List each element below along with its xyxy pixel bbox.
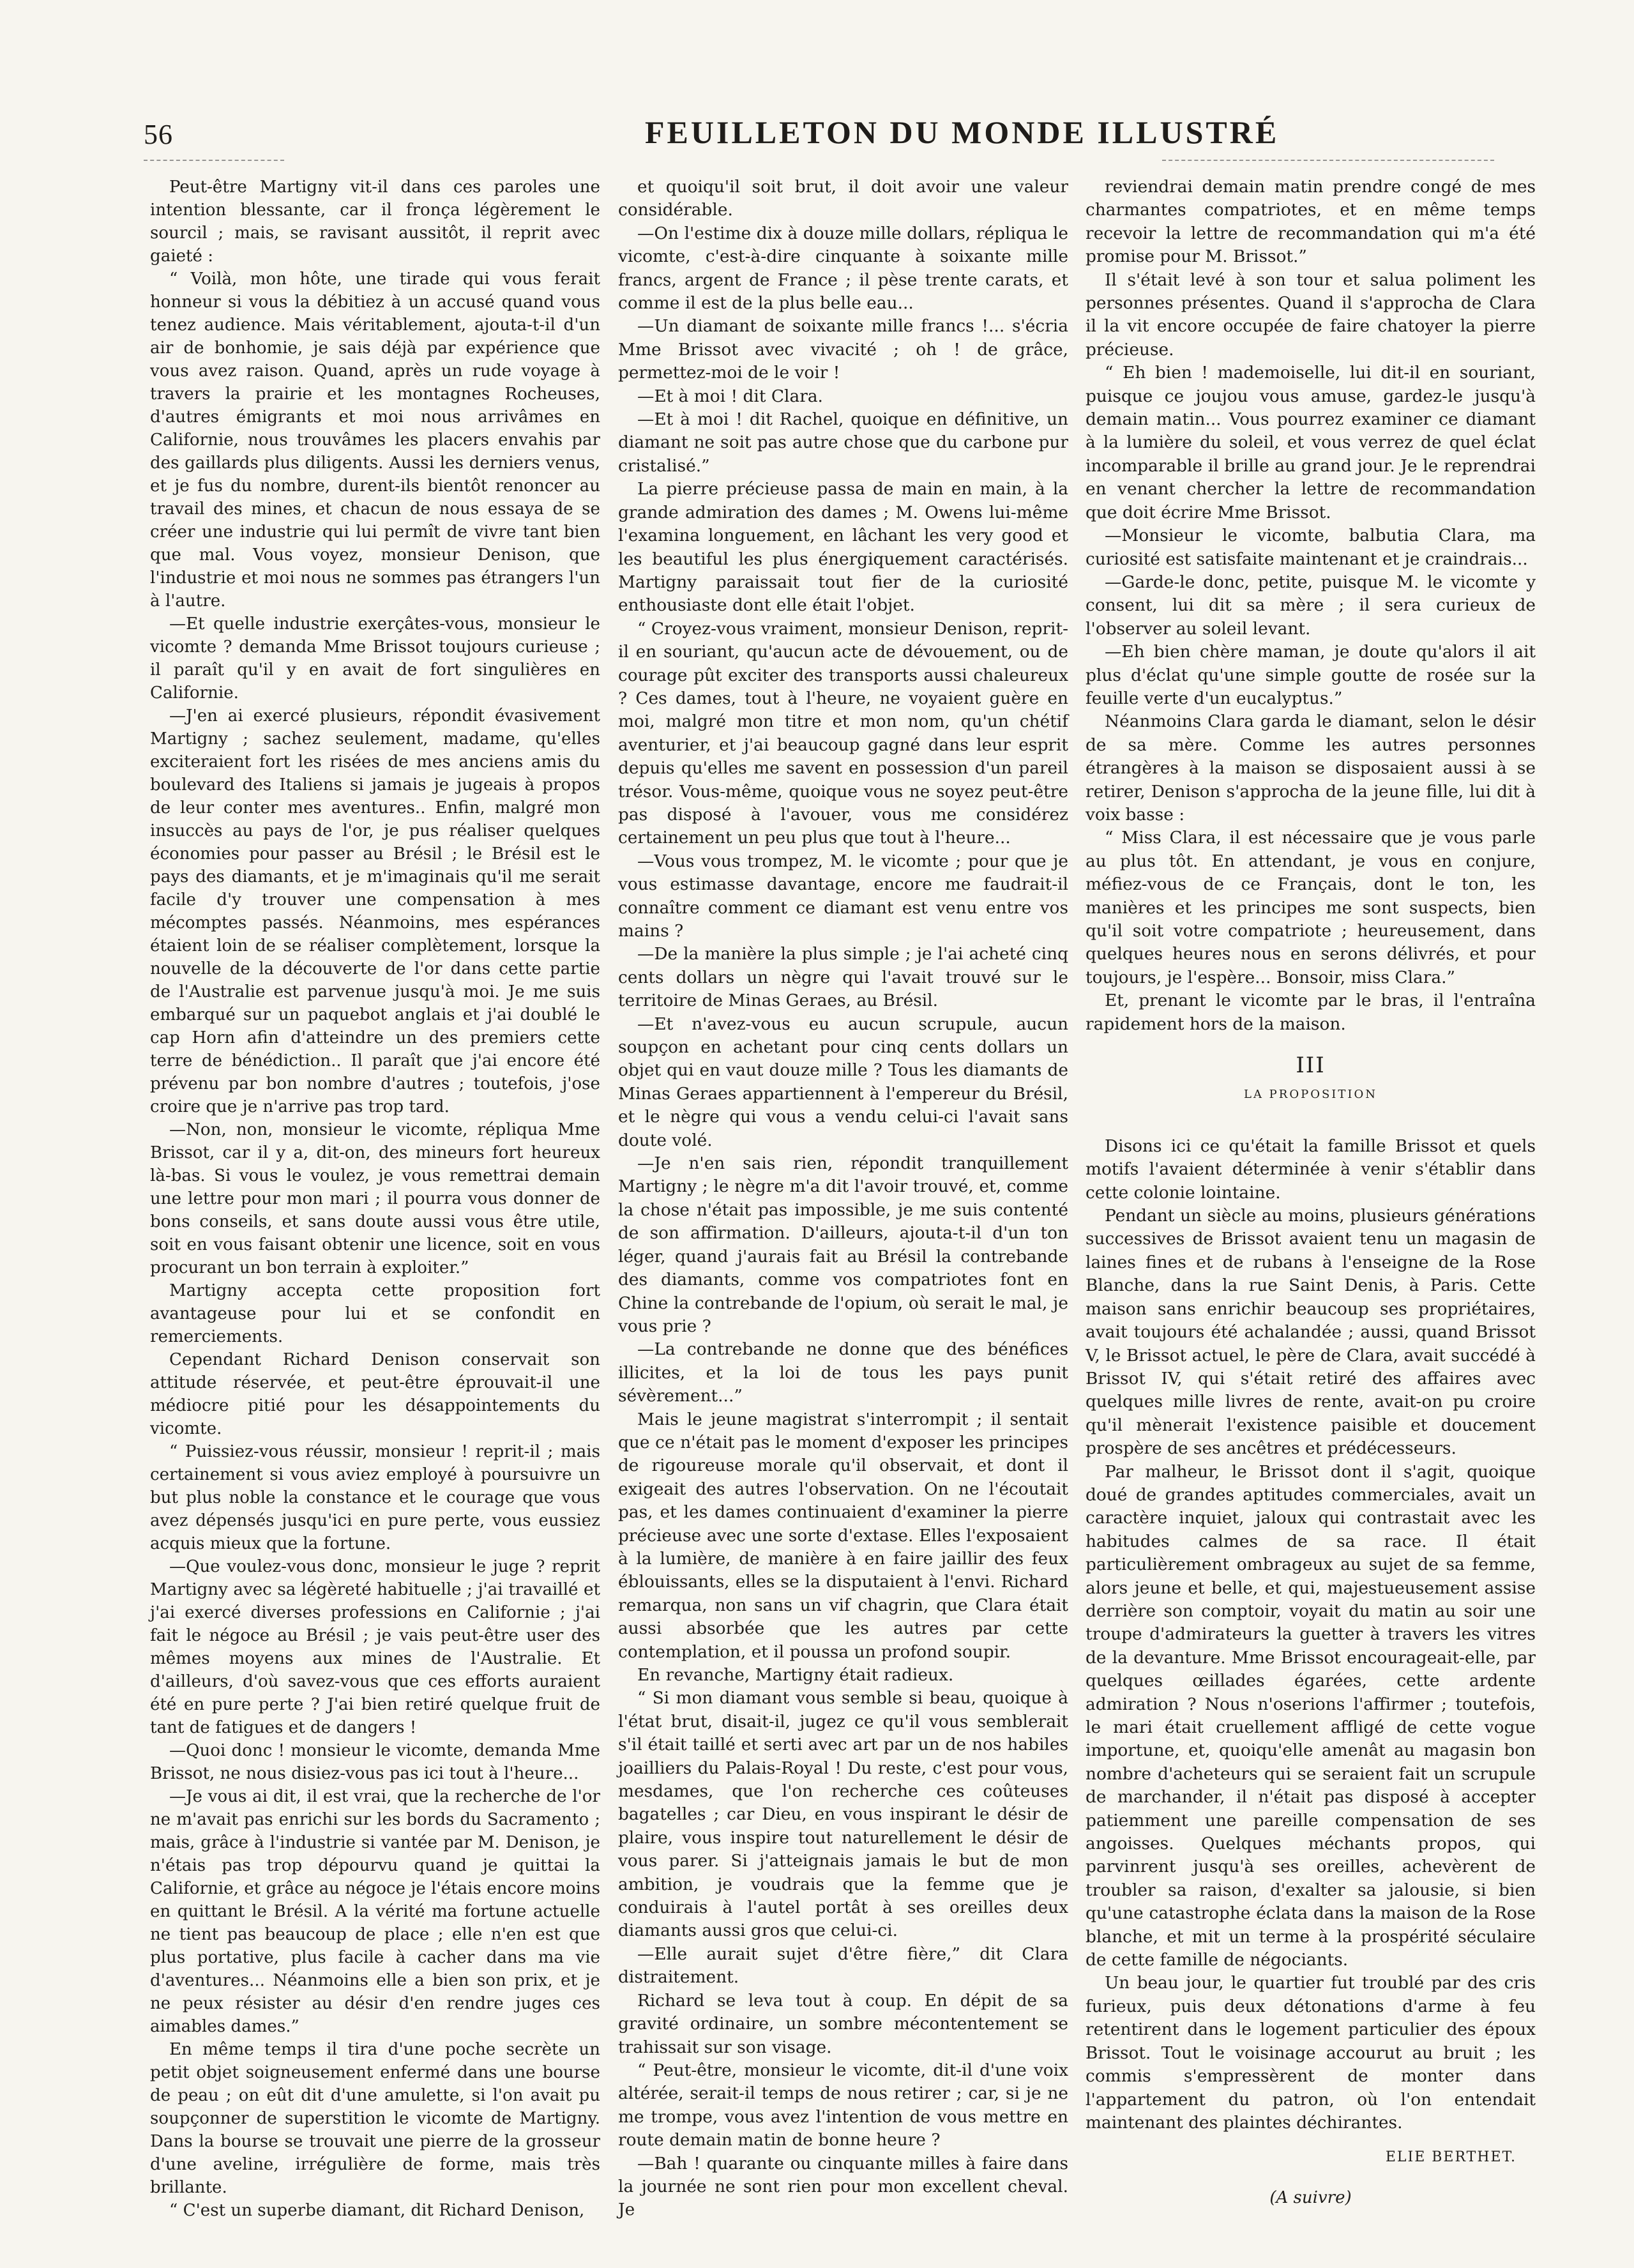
paragraph: “ Si mon diamant vous semble si beau, quoique à l'état brut, disait-il, jugez ce qu'il vous semblerait s'il était taillé et serti avec art par un de nos habiles joailliers du Palais-Royal ! Du reste, c'est pour vous, mesdames, que l'on recherche ces coûteuses bagatelles ; car Dieu, en vous inspirant le désir de plaire, vous inspire tout naturellement le désir de vous parer. Si j'atteignais jamais le but de mon ambition, je voudrais que la femme que je conduirais à l'autel portât à ses oreilles deux diamants aussi gros que celui-ci. — [618, 1688, 1068, 1941]
paragraph: Un beau jour, le quartier fut troublé par des cris furieux, puis deux détonations d'arme à feu retentirent dans le logement particulier des époux Brissot. Tout le voisinage accourut au bruit ; les commis s'empressèrent de monter dans l'appartement du patron, où l'on entendait maintenant des plaintes déchirantes. — [1086, 1973, 1536, 2133]
section-title: LA PROPOSITION — [1243, 1088, 1378, 1102]
running-title: FEUILLETON DU MONDE ILLUSTRÉ — [645, 114, 1280, 150]
paragraph: Mais le jeune magistrat s'interrompit ; il sentait que ce n'était pas le moment d'exposer les principes de rigoureuse morale qu'il observait, et dont il exigeait des autres l'observation. On ne l'écoutait pas, et les dames continuaient d'examiner la pierre précieuse avec une sorte d'extase. Elles l'exposaient à la lumière, de manière à en faire jaillir des feux éblouissants, elles se la disputaient à l'envi. Richard remarqua, non sans un vif chagrin, que Clara était aussi absorbée que les autres par cette contemplation, et il poussa un profond soupir. — [618, 1409, 1068, 1662]
paragraph: —Vous vous trompez, M. le vicomte ; pour que je vous estimasse davantage, encore me faudrait-il connaître comment ce diamant est venu entre vos mains ? — [618, 851, 1068, 941]
paragraph: —On l'estime dix à douze mille dollars, répliqua le vicomte, c'est-à-dire cinquante à soixante mille francs, argent de France ; il pèse trente carats, et comme il est de la plus belle eau... — [618, 223, 1068, 314]
paragraph: Cependant Richard Denison conservait son attitude réservée, et peut-être éprouvait-il une médiocre pitié pour les désappointements du vicomte. — [150, 1350, 600, 1438]
paragraph: —De la manière la plus simple ; je l'ai acheté cinq cents dollars un nègre qui l'avait trouvé sur le territoire de Minas Geraes, au Brésil. — [618, 944, 1068, 1011]
paragraph: Peut-être Martigny vit-il dans ces paroles une intention blessante, car il fronça légèrement le sourcil ; mais, se ravisant aussitôt, il reprit avec gaieté : — [150, 178, 600, 266]
page-number: 56 — [144, 119, 173, 150]
paragraph: En même temps il tira d'une poche secrète un petit objet soigneusement enfermé dans une bourse de peau ; on eût dit d'une amulette, si l'on avait pu soupçonner de superstition le vicomte de Martigny. Dans la bourse se trouvait une pierre de la grosseur d'une aveline, irrégulière de forme, mais très brillante. — [150, 2040, 600, 2197]
paragraph: —Je vous ai dit, il est vrai, que la recherche de l'or ne m'avait pas enrichi sur les bords du Sacramento ; mais, grâce à l'industrie si vantée par M. Denison, je n'étais pas trop dépourvu quand je quittai la Californie, et grâce au négoce je l'étais encore moins en quittant le Brésil. A la vérité ma fortune actuelle ne tient pas beaucoup de place ; elle n'en est que plus portative, plus facile à cacher dans ma vie d'aventures... Néanmoins elle a bien son prix, et je ne peux résister au désir d'en rendre juges ces aimables dames.” — [150, 1787, 600, 2036]
paragraph: Néanmoins Clara garda le diamant, selon le désir de sa mère. Comme les autres personnes étrangères à la maison se disposaient aussi à se retirer, Denison s'approcha de la jeune fille, lui dit à voix basse : — [1086, 712, 1536, 825]
paragraph: “ Puissiez-vous réussir, monsieur ! reprit-il ; mais certainement si vous aviez employé à poursuivre un but plus noble la constance et le courage que vous avez dépensés jusqu'ici en pure perte, vous eussiez acquis mieux que la fortune. — [150, 1442, 600, 1553]
paragraph: —Bah ! quarante ou cinquante milles à faire dans la journée ne sont rien pour mon excellent cheval. Je — [618, 2153, 1068, 2220]
header-rule-right — [1162, 160, 1494, 161]
paragraph: —Non, non, monsieur le vicomte, répliqua Mme Brissot, car il y a, dit-on, des mineurs fort heureux là-bas. Si vous le voulez, je vous remettrai demain une lettre pour mon mari ; il pourra vous donner de bons conseils, et sans doute aussi vous être utile, soit en vous faisant obtenir une licence, soit en vous procurant un bon terrain à exploiter.” — [150, 1120, 600, 1277]
column-3-text-bottom — [1086, 1135, 1536, 2135]
paragraph: —Je n'en sais rien, répondit tranquillement Martigny ; le nègre m'a dit l'avoir trouvé, et, comme la chose n'était pas impossible, je me suis contenté de son affirmation. D'ailleurs, ajouta-t-il d'un ton léger, quand j'aurais fait au Brésil la contrebande des diamants, comme vos compatriotes font en Chine la contrebande de l'opium, où serait le mal, je vous prie ? — [618, 1153, 1068, 1336]
paragraph: En revanche, Martigny était radieux. — [637, 1665, 954, 1685]
paragraph: “ Peut-être, monsieur le vicomte, dit-il d'une voix altérée, serait-il temps de nous retirer ; car, si je ne me trompe, vous avez l'intention de vous mettre en route demain matin de bonne heure ? — [618, 2060, 1068, 2150]
paragraph: —Elle aurait sujet d'être fière,” dit Clara distraitement. — [618, 1944, 1068, 1988]
paragraph: Pendant un siècle au moins, plusieurs générations successives de Brissot avaient tenu un magasin de laines fines et de rubans à l'enseigne de la Rose Blanche, dans la rue Saint Denis, à Paris. Cette maison sans enrichir beaucoup ses propriétaires, avait toujours été achalandée ; aussi, quand Brissot V, le Brissot actuel, le père de Clara, avait succédé à Brissot IV, qui s'était retiré des affaires avec quelques mille livres de rente, avait-on pu croire qu'il mènerait l'existence paisible et doucement prospère de ses ancêtres et prédécesseurs. — [1086, 1206, 1536, 1459]
paragraph: —Monsieur le vicomte, balbutia Clara, ma curiosité est satisfaite maintenant et je craindrais... — [1086, 526, 1536, 569]
paragraph: —Eh bien chère maman, je doute qu'alors il ait plus d'éclat qu'une simple goutte de rosée sur la feuille verte d'un eucalyptus.” — [1086, 642, 1536, 708]
paragraph: —Et à moi ! dit Rachel, quoique en définitive, un diamant ne soit pas autre chose que du carbone pur cristalisé.” — [618, 409, 1068, 476]
paragraph: “ Eh bien ! mademoiselle, lui dit-il en souriant, puisque ce joujou vous amuse, gardez-le jusqu'à demain matin... Vous pourrez examiner ce diamant à la lumière du soleil, et vous verrez de quel éclat incomparable il brille au grand jour. Je le reprendrai en venant chercher la lettre de recommandation que doit écrire Mme Brissot. — [1086, 363, 1536, 522]
paragraph: “ Miss Clara, il est nécessaire que je vous parle au plus tôt. En attendant, je vous en conjure, méfiez-vous de ce Français, dont le ton, les manières et les principes me sont suspects, bien qu'il soit votre compatriote ; heureusement, dans quelques heures nous en serons délivrés, et pour toujours, je l'espère... Bonsoir, miss Clara.” — [1086, 828, 1536, 987]
paragraph: Martigny accepta cette proposition fort avantageuse pour lui et se confondit en remerciements. — [150, 1281, 600, 1346]
paragraph: La pierre précieuse passa de main en main, à la grande admiration des dames ; M. Owens lui-même l'examina longuement, en lâchant les very good et les beautiful les plus énergiquement caractérisés. Martigny paraissait tout fier de la curiosité enthousiaste dont elle était l'objet. — [618, 479, 1068, 616]
section-numeral: III — [1296, 1053, 1326, 1079]
paragraph: Il s'était levé à son tour et salua poliment les personnes présentes. Quand il s'approcha de Clara il la vit encore occupée de faire chatoyer la pierre précieuse. — [1086, 270, 1536, 360]
header-rule-left — [144, 160, 284, 161]
paragraph: “ Croyez-vous vraiment, monsieur Denison, reprit-il en souriant, qu'aucun acte de dévouement, ou de courage pût exciter des transports aussi chaleureux ? Ces dames, tout à l'heure, ne voyaient guère en moi, malgré mon titre et mon nom, qu'un chétif aventurier, et j'ai beaucoup gagné dans leur esprit depuis qu'elles me savent en possession d'un pareil trésor. Vous-même, quoique vous ne soyez peut-être pas disposé à l'avouer, vous me considérez certainement un peu plus que tout à l'heure... — [618, 618, 1069, 848]
paragraph: Richard se leva tout à coup. En dépit de sa gravité ordinaire, un sombre mécontentement se trahissait sur son visage. — [618, 1990, 1068, 2057]
author-signature: ELIE BERTHET. — [1385, 2149, 1517, 2166]
paragraph: —La contrebande ne donne que des bénéfices illicites, et la loi de tous les pays punit sévèrement...” — [618, 1339, 1068, 1406]
paragraph: —Et n'avez-vous eu aucun scrupule, aucun soupçon en achetant pour cinq cents dollars un objet qui en vaut douze mille ? Tous les diamants de Minas Geraes appartiennent à l'empereur du Brésil, et le nègre qui vous a vendu celui-ci l'avait sans doute volé. — [618, 1014, 1068, 1150]
column-2 — [618, 176, 1068, 2222]
to-be-continued: (A suivre) — [1269, 2188, 1352, 2207]
paragraph: —Que voulez-vous donc, monsieur le juge ? reprit Martigny avec sa légèreté habituelle ; j'ai travaillé et j'ai exercé diverses professions en Californie ; j'ai fait le négoce au Brésil ; je vais peut-être user des mêmes moyens aux mines de l'Australie. Et d'ailleurs, d'où savez-vous que ces efforts auraient été en pure perte ? J'ai bien retiré quelque fruit de tant de fatigues et de dangers ! — [150, 1557, 600, 1737]
paragraph: —Garde-le donc, petite, puisque M. le vicomte y consent, lui dit sa mère ; il sera curieux de l'observer au soleil levant. — [1086, 572, 1536, 639]
paragraph: —Et à moi ! dit Clara. — [637, 386, 823, 406]
paragraph: et quoiqu'il soit brut, il doit avoir une valeur considérable. — [618, 177, 1068, 220]
column-1 — [150, 176, 600, 2222]
paragraph: —Quoi donc ! monsieur le vicomte, demanda Mme Brissot, ne nous disiez-vous pas ici tout à l'heure... — [150, 1741, 600, 1783]
paragraph: Et, prenant le vicomte par le bras, il l'entraîna rapidement hors de la maison. — [1086, 991, 1536, 1034]
paragraph: —Un diamant de soixante mille francs !... s'écria Mme Brissot avec vivacité ; oh ! de grâce, permettez-moi de le voir ! — [618, 316, 1068, 383]
paragraph: —J'en ai exercé plusieurs, répondit évasivement Martigny ; sachez seulement, madame, qu'elles exciteraient fort les risées de mes anciens amis du boulevard des Italiens si jamais je jugeais à propos de leur conter mes aventures.. Enfin, malgré mon insuccès au pays de l'or, je pus réaliser quelques économies pour passer au Brésil ; le Brésil est le pays des diamants, et je m'imaginais qu'il me serait facile d'y trouver une compensation à mes mécomptes passés. Néanmoins, mes espérances étaient loin de se réaliser complètement, lorsque la nouvelle de la découverte de l'or dans cette partie de l'Australie est parvenue jusqu'à moi. Je me suis embarqué sur un paquebot anglais et j'ai doublé le cap Horn afin d'atteindre un des premiers cette terre de bénédiction.. Il paraît que j'ai encore été prévenu par bon nombre d'autres ; toutefois, j'ose croire que je n'arrive pas trop tard. — [150, 706, 600, 1116]
column-3 — [1086, 176, 1536, 2209]
paragraph: Disons ici ce qu'était la famille Brissot et quels motifs l'avaient déterminée à venir s'établir dans cette colonie lointaine. — [1086, 1136, 1536, 1203]
paragraph: “ C'est un superbe diamant, dit Richard Denison, — [169, 2201, 585, 2220]
paragraph: reviendrai demain matin prendre congé de mes charmantes compatriotes, et en même temps recevoir la lettre de recommandation qui m'a été promise pour M. Brissot.” — [1086, 177, 1536, 267]
column-3-text-top — [1086, 176, 1536, 1036]
paragraph: “ Voilà, mon hôte, une tirade qui vous ferait honneur si vous la débitiez à un accusé quand vous tenez audience. Mais véritablement, ajouta-t-il d'un air de bonhomie, je sais déjà par expérience que vous avez raison. Quand, après un rude voyage à travers la prairie et les montagnes Rocheuses, d'autres émigrants et moi nous arrivâmes en Californie, nous trouvâmes les placers envahis par des gaillards plus diligents. Aussi les derniers venus, et je fus du nombre, durent-ils bientôt renoncer au travail des mines, et chacun de nous essaya de se créer une industrie qui lui permît de vivre tant bien que mal. Vous voyez, monsieur Denison, que l'industrie et moi nous ne sommes pas étrangers l'un à l'autre. — [150, 270, 600, 611]
paragraph: —Et quelle industrie exerçâtes-vous, monsieur le vicomte ? demanda Mme Brissot toujours curieuse ; il paraît qu'il y en avait de fort singulières en Californie. — [150, 614, 600, 703]
paragraph: Par malheur, le Brissot dont il s'agit, quoique doué de grandes aptitudes commerciales, avait un caractère inquiet, jaloux qui contrastait avec les habitudes calmes de sa race. Il était particulièrement ombrageux au sujet de sa femme, alors jeune et belle, et qui, majestueusement assise derrière son comptoir, voyait du matin au soir une troupe d'admirateurs la guetter à travers les vitres de la devanture. Mme Brissot encourageait-elle, par quelques œillades égarées, cette ardente admiration ? Nous n'oserions l'affirmer ; toutefois, le mari était cruellement affligé de cette vogue importune, et, quoiqu'elle amenât au magasin bon nombre d'acheteurs qui se seraient fait un scrupule de marchander, il n'était pas disposé à accepter patiemment une pareille compensation de ses angoisses. Quelques méchants propos, qui parvinrent jusqu'à ses oreilles, achevèrent de troubler sa raison, d'exalter sa jalousie, si bien qu'une catastrophe éclata dans la maison de la Rose blanche, et mit un terme à la prospérité séculaire de cette famille de négociants. — [1086, 1461, 1536, 1970]
